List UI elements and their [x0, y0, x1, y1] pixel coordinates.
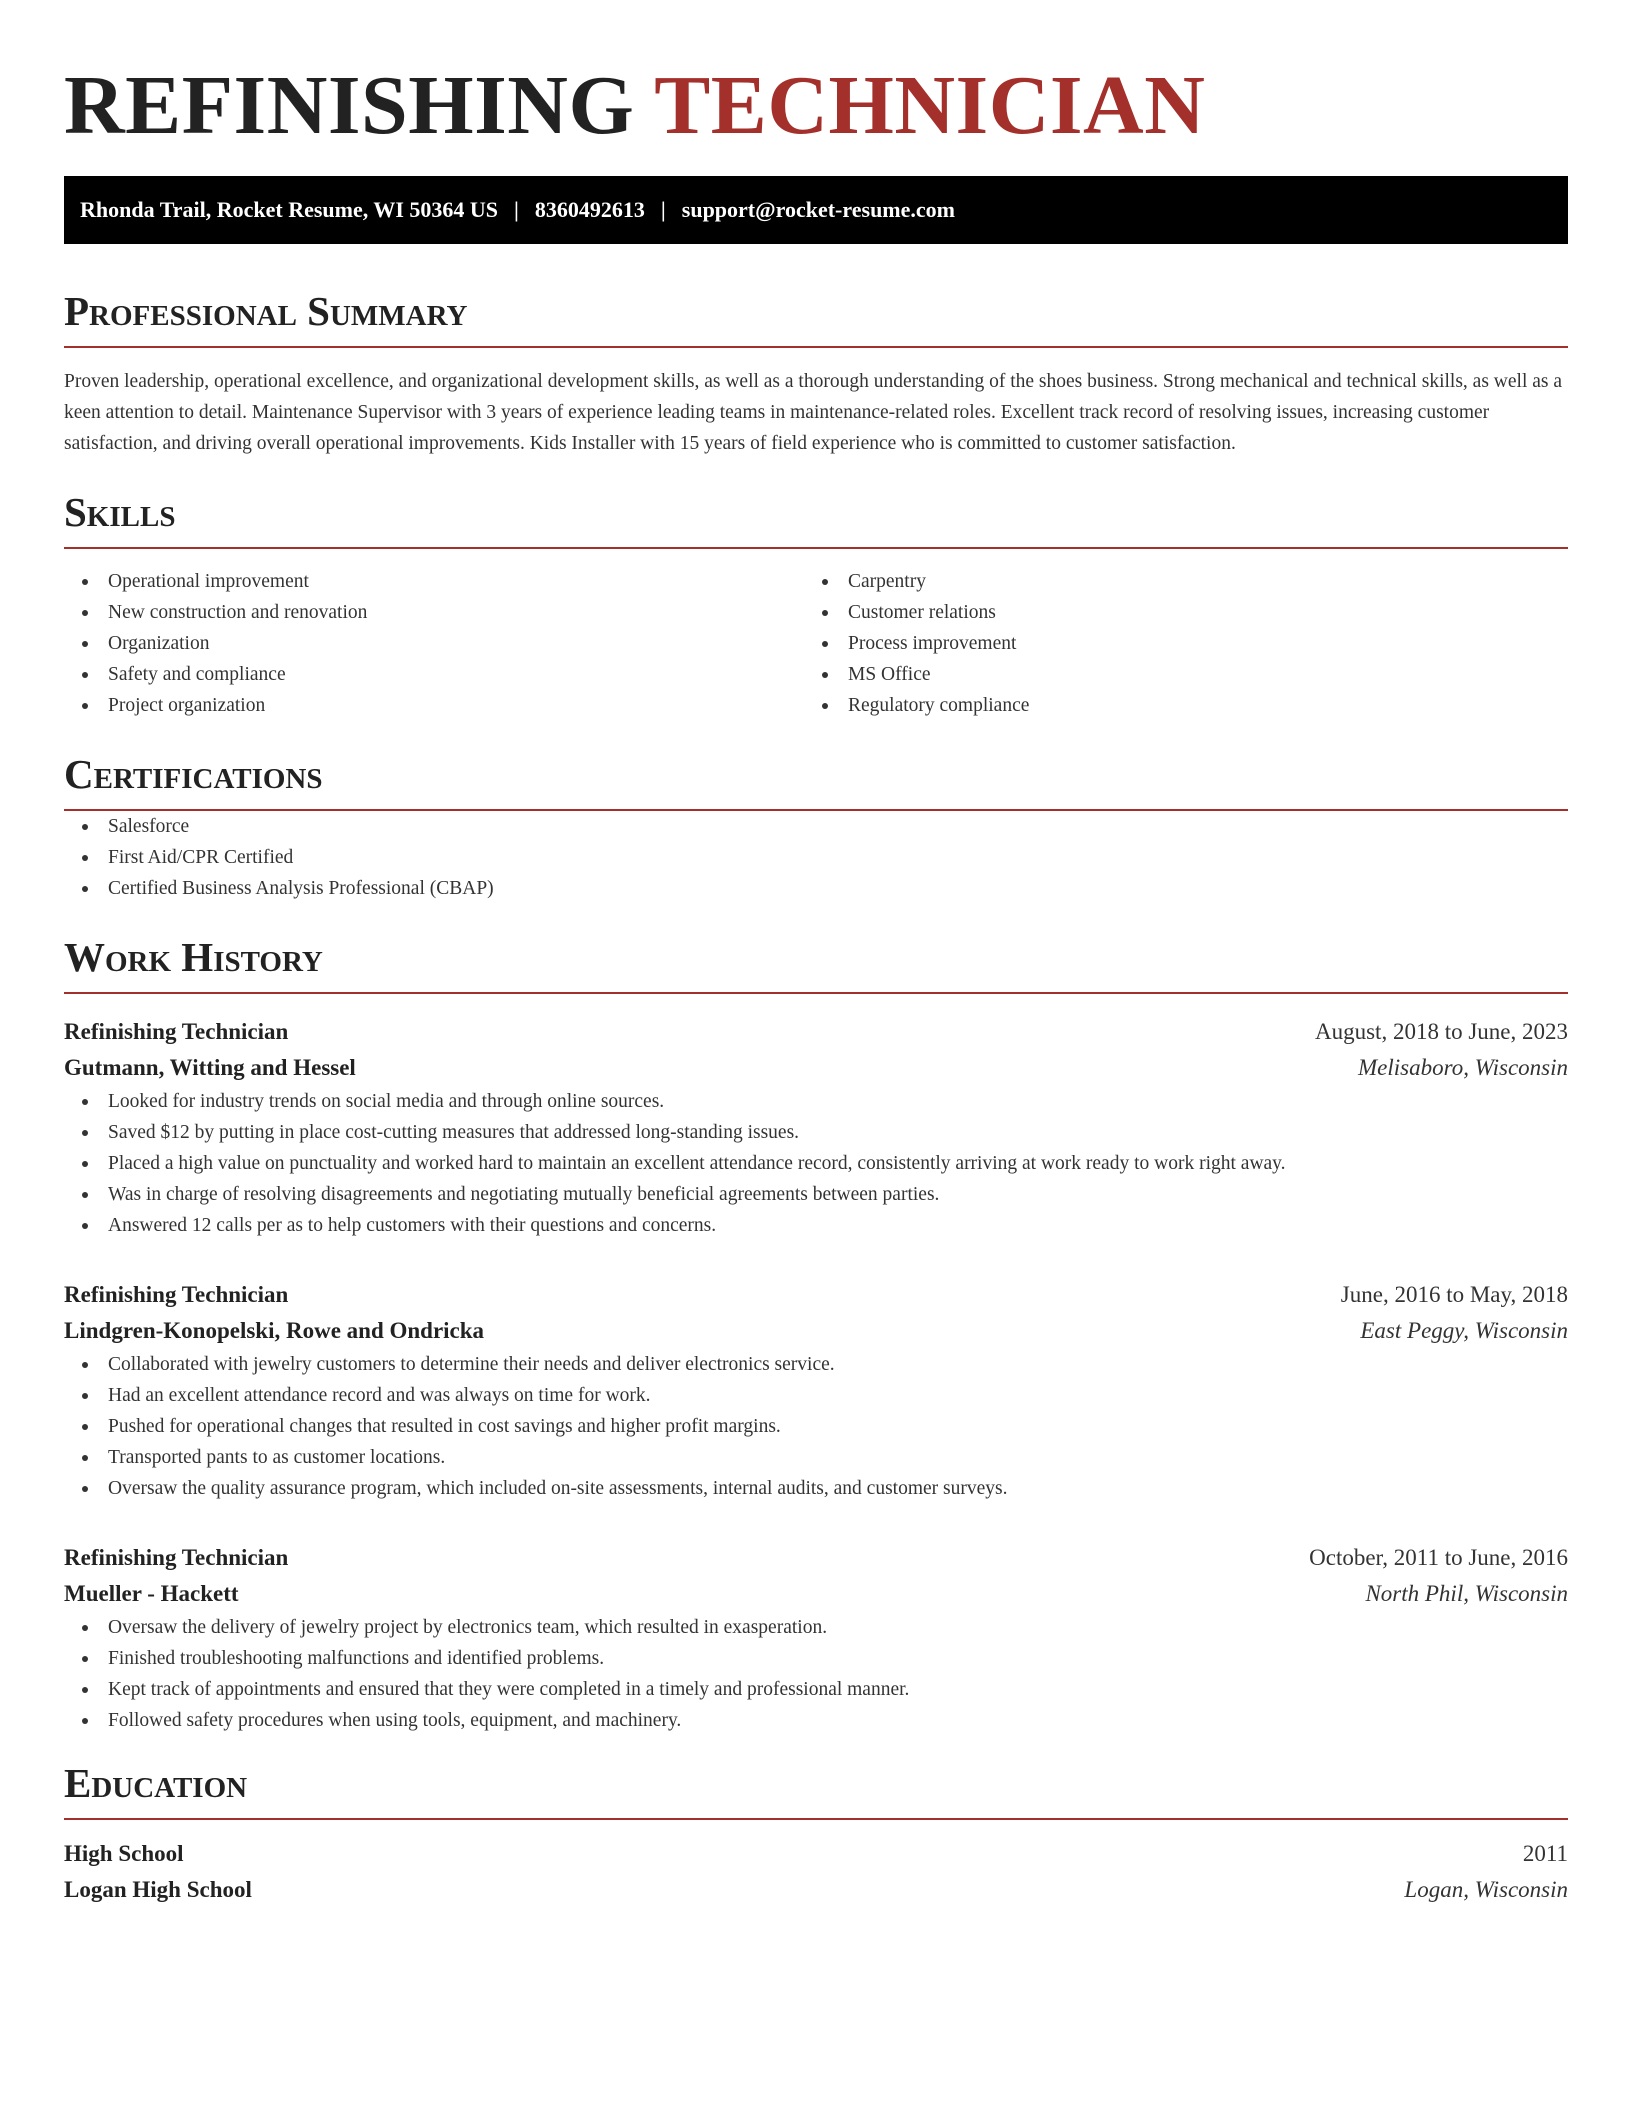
bullet-dot	[82, 1625, 88, 1631]
job-company: Lindgren-Konopelski, Rowe and Ondricka	[64, 1318, 485, 1343]
job-bullets	[64, 1086, 1568, 1241]
resume-title	[64, 0, 1568, 162]
skill-item	[64, 597, 804, 628]
job-location: East Peggy, Wisconsin	[1360, 1318, 1568, 1343]
job-bullet	[64, 1210, 1568, 1241]
job-bullet	[64, 1117, 1568, 1148]
job-title: Refinishing Technician	[64, 1019, 289, 1044]
skills-column-right	[804, 566, 1544, 721]
education-school-row	[64, 1872, 1568, 1908]
education-school: Logan High School	[64, 1877, 252, 1902]
job-bullets	[64, 1349, 1568, 1504]
job-company: Mueller - Hackett	[64, 1581, 239, 1606]
job-bullet	[64, 1411, 1568, 1442]
job-bullet-text: Finished troubleshooting malfunctions and identified problems.	[108, 1648, 605, 1669]
job-header-row	[64, 1540, 1568, 1576]
bullet-dot	[82, 1424, 88, 1430]
bullet-dot	[822, 579, 828, 585]
job-bullet	[64, 1705, 1568, 1736]
job-bullet	[64, 1148, 1568, 1179]
certification-text: Certified Business Analysis Professional (CBAP)	[108, 878, 494, 899]
job-bullet-text: Placed a high value on punctuality and worked hard to maintain an excellent attendance record, consistently arriving at work ready to work right away.	[108, 1153, 1286, 1174]
job-entry	[64, 1014, 1568, 1241]
bullet-dot	[822, 610, 828, 616]
skill-item	[804, 659, 1544, 690]
job-bullet-text: Kept track of appointments and ensured that they were completed in a timely and professional manner.	[108, 1679, 910, 1700]
job-bullet	[64, 1442, 1568, 1473]
job-company-row	[64, 1576, 1568, 1612]
bullet-dot	[82, 579, 88, 585]
skill-text: Process improvement	[848, 633, 1017, 654]
job-dates: August, 2018 to June, 2023	[1315, 1019, 1568, 1044]
job-bullets	[64, 1612, 1568, 1736]
contact-bar	[64, 176, 1568, 244]
job-bullet-text: Followed safety procedures when using tools, equipment, and machinery.	[108, 1710, 682, 1731]
job-bullet-text: Was in charge of resolving disagreements and negotiating mutually beneficial agreements between parties.	[108, 1184, 940, 1205]
job-bullet	[64, 1643, 1568, 1674]
skill-item	[804, 597, 1544, 628]
job-location: Melisaboro, Wisconsin	[1358, 1055, 1568, 1080]
bullet-dot	[82, 1362, 88, 1368]
job-bullet-text: Had an excellent attendance record and was always on time for work.	[108, 1385, 651, 1406]
skill-text: Customer relations	[848, 602, 996, 623]
certification-text: Salesforce	[108, 816, 190, 837]
bullet-dot	[82, 886, 88, 892]
job-bullet	[64, 1086, 1568, 1117]
job-company-row	[64, 1050, 1568, 1086]
job-entry	[64, 1277, 1568, 1504]
job-bullet	[64, 1380, 1568, 1411]
job-entry	[64, 1540, 1568, 1736]
bullet-dot	[82, 1192, 88, 1198]
bullet-dot	[82, 610, 88, 616]
skill-text: Organization	[108, 633, 210, 654]
bullet-dot	[82, 824, 88, 830]
skill-item	[64, 690, 804, 721]
skill-item	[804, 628, 1544, 659]
skill-item	[64, 566, 804, 597]
job-title: Refinishing Technician	[64, 1282, 289, 1307]
job-header-row	[64, 1014, 1568, 1050]
bullet-dot	[82, 703, 88, 709]
job-bullet-text: Oversaw the quality assurance program, which included on-site assessments, internal audits, and customer surveys.	[108, 1478, 1008, 1499]
job-company-row	[64, 1313, 1568, 1349]
bullet-dot	[82, 1455, 88, 1461]
bullet-dot	[82, 1656, 88, 1662]
bullet-dot	[82, 1223, 88, 1229]
job-bullet	[64, 1349, 1568, 1380]
job-dates: June, 2016 to May, 2018	[1340, 1282, 1568, 1307]
contact-address: Rhonda Trail, Rocket Resume, WI 50364 US	[80, 197, 499, 222]
summary-section	[64, 288, 1568, 459]
certification-item	[64, 811, 1568, 842]
section-heading: Professional Summary	[64, 288, 1568, 348]
skill-item	[64, 628, 804, 659]
job-bullet	[64, 1179, 1568, 1210]
job-bullet	[64, 1473, 1568, 1504]
skill-text: Project organization	[108, 695, 266, 716]
education-entry	[64, 1836, 1568, 1908]
bullet-dot	[82, 1486, 88, 1492]
skill-text: Carpentry	[848, 571, 926, 592]
skill-text: Regulatory compliance	[848, 695, 1030, 716]
skills-section	[64, 489, 1568, 721]
contact-separator: |	[660, 197, 666, 222]
certifications-section	[64, 751, 1568, 904]
job-bullet-text: Pushed for operational changes that resulted in cost savings and higher profit margins.	[108, 1416, 781, 1437]
job-bullet-text: Transported pants to as customer locations.	[108, 1447, 446, 1468]
certification-item	[64, 873, 1568, 904]
education-year: 2011	[1522, 1841, 1568, 1866]
skills-grid	[64, 566, 1568, 721]
section-heading: Work History	[64, 934, 1568, 994]
job-bullet	[64, 1674, 1568, 1705]
certification-text: First Aid/CPR Certified	[108, 847, 294, 868]
contact-email: support@rocket-resume.com	[681, 197, 955, 222]
bullet-dot	[822, 641, 828, 647]
skill-text: MS Office	[848, 664, 931, 685]
title-word-role: REFINISHING	[64, 59, 635, 152]
education-degree-row	[64, 1836, 1568, 1872]
education-degree: High School	[64, 1841, 184, 1866]
section-heading: Education	[64, 1760, 1568, 1820]
job-bullet-text: Looked for industry trends on social media and through online sources.	[108, 1091, 665, 1112]
job-bullet-text: Saved $12 by putting in place cost-cutting measures that addressed long-standing issues.	[108, 1122, 800, 1143]
skill-text: Operational improvement	[108, 571, 309, 592]
bullet-dot	[822, 672, 828, 678]
certification-item	[64, 842, 1568, 873]
bullet-dot	[82, 1687, 88, 1693]
job-bullet-text: Answered 12 calls per as to help customers with their questions and concerns.	[108, 1215, 717, 1236]
job-dates: October, 2011 to June, 2016	[1309, 1545, 1568, 1570]
bullet-dot	[82, 641, 88, 647]
job-location: North Phil, Wisconsin	[1365, 1581, 1568, 1606]
contact-phone: 8360492613	[534, 197, 645, 222]
bullet-dot	[82, 1718, 88, 1724]
skills-column-left	[64, 566, 804, 721]
summary-text: Proven leadership, operational excellence, and organizational development skills, as well as a thorough understanding of the shoes business. Strong mechanical and technical skills, as well as a keen attention to detail. Maintenance Supervisor with 3 years of experience leading teams in maintenance-related roles. Excellent track record of resolving issues, increasing customer satisfaction, and driving overall operational improvements. Kids Installer with 15 years of field experience who is committed to customer satisfaction.	[64, 371, 1563, 454]
section-heading: Certifications	[64, 751, 1568, 811]
education-section	[64, 1760, 1568, 1908]
education-location: Logan, Wisconsin	[1404, 1877, 1568, 1902]
skill-item	[64, 659, 804, 690]
job-title: Refinishing Technician	[64, 1545, 289, 1570]
job-company: Gutmann, Witting and Hessel	[64, 1055, 356, 1080]
job-bullet	[64, 1612, 1568, 1643]
skill-text: New construction and renovation	[108, 602, 368, 623]
skill-item	[804, 566, 1544, 597]
bullet-dot	[82, 1393, 88, 1399]
job-header-row	[64, 1277, 1568, 1313]
bullet-dot	[82, 1099, 88, 1105]
job-bullet-text: Oversaw the delivery of jewelry project by electronics team, which resulted in exasperation.	[108, 1617, 828, 1638]
bullet-dot	[82, 672, 88, 678]
certifications-list	[64, 811, 1568, 904]
work-history-section	[64, 934, 1568, 1736]
bullet-dot	[82, 855, 88, 861]
job-bullet-text: Collaborated with jewelry customers to determine their needs and deliver electronics service.	[108, 1354, 835, 1375]
skill-text: Safety and compliance	[108, 664, 286, 685]
bullet-dot	[82, 1130, 88, 1136]
bullet-dot	[82, 1161, 88, 1167]
bullet-dot	[822, 703, 828, 709]
title-word-accent: TECHNICIAN	[654, 59, 1206, 152]
skill-item	[804, 690, 1544, 721]
section-heading: Skills	[64, 489, 1568, 549]
contact-separator: |	[514, 197, 519, 222]
